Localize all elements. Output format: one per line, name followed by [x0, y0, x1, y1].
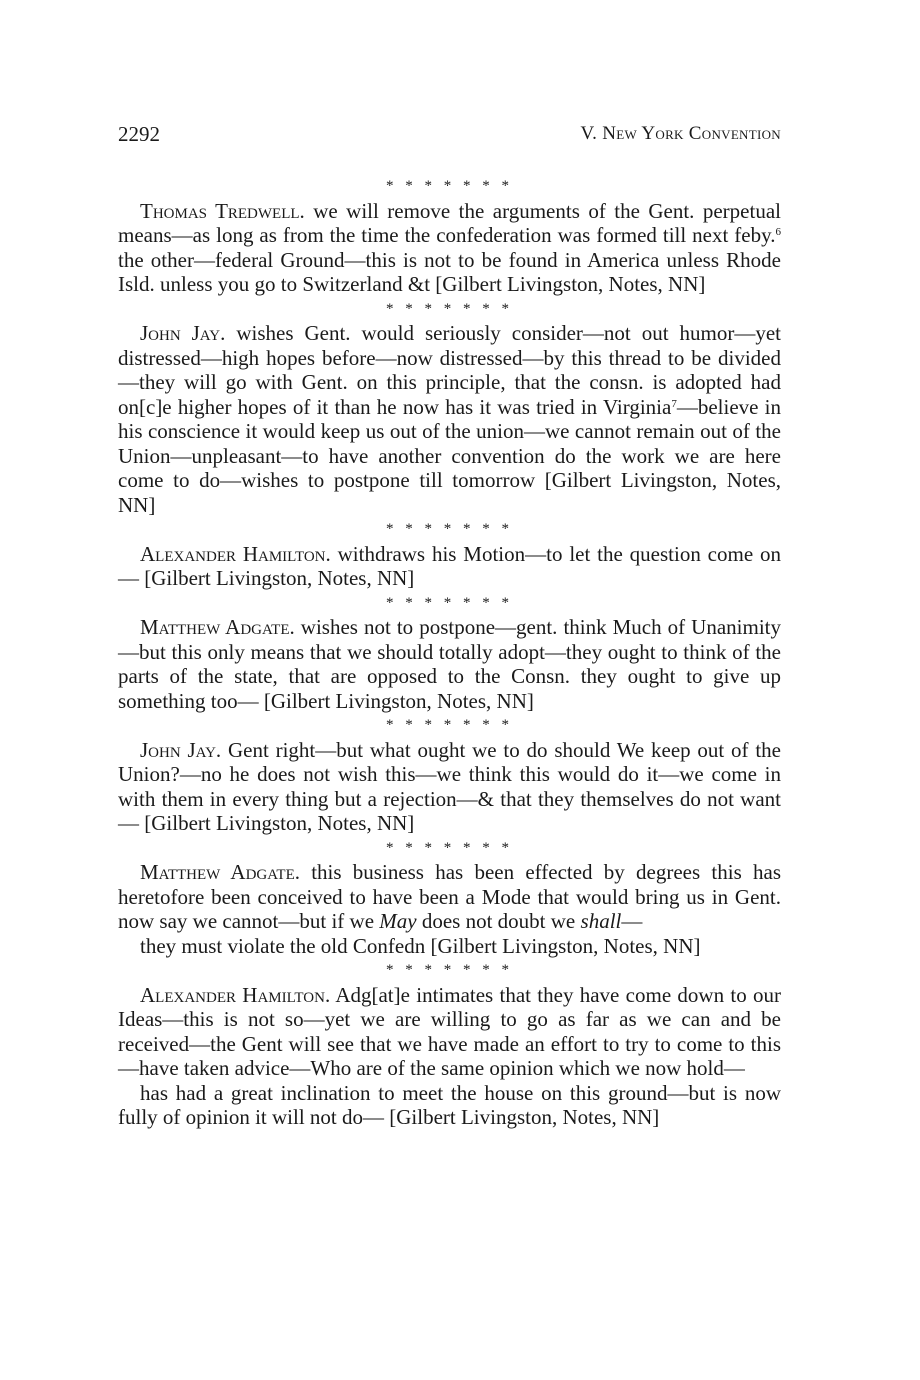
- speech-text: wishes not to postpone—gent. think Much of Unanimity—but this only means that we should totally adopt—they ought to think of the parts of the state, that are opposed to the Consn. they ought to give up something too— [Gilbert Livingston, Notes, NN]: [118, 615, 781, 713]
- italic-word: shall: [580, 909, 622, 933]
- speech-text: —believe in his conscience it would keep us out of the union—we cannot remain out of the Union—unpleasant—to have another convention do the work we are here come to do—wishes to postpone till tomorrow [Gilbert Livingston, Notes, NN]: [118, 394, 781, 517]
- footnote-ref: 6: [775, 226, 781, 238]
- section-separator: * * * * * * *: [386, 521, 513, 537]
- speech-continuation: they must violate the old Confedn [Gilbert Livingston, Notes, NN]: [140, 933, 701, 958]
- section-separator: * * * * * * *: [386, 839, 513, 856]
- section-separator: * * * * * * *: [386, 300, 513, 317]
- speaker-name: Alexander Hamilton.: [140, 541, 331, 566]
- speaker-name: Matthew Adgate.: [140, 860, 300, 884]
- speech-text: we will remove the arguments of the Gent. perpetual means—as long as from the time the confederation was formed till next feby.: [118, 198, 781, 247]
- speech-text: wishes Gent. would seriously consider—not out humor—yet distressed—high hopes before—now distressed—by this thread to be divided—they will go with Gent. on this principle, that the consn. is adopted had on[c]e higher hopes of it than he now has it was tried in Virginia: [118, 321, 781, 419]
- document-page: [118, 122, 781, 1130]
- italic-word: May: [379, 909, 417, 933]
- speech-text: the other—federal Ground—this is not to be found in America unless Rhode Isld. unless you go to Switzerland &t [Gilbert Livingston, Notes, NN]: [118, 247, 781, 296]
- speech-paragraph: [118, 860, 781, 934]
- running-head: V. New York Convention: [580, 123, 781, 144]
- speech-text: this business has been effected by degrees this has heretofore been conceived to have been a Mode that would bring us in Gent. now say we cannot—but if we: [118, 860, 781, 933]
- speech-text: does not doubt we: [416, 909, 581, 933]
- speech-continuation: has had a great inclination to meet the house on this ground—but is now fully of opinion it will not do— [Gilbert Livingston, Notes, NN]: [118, 1080, 781, 1129]
- page-number: 2292: [118, 122, 160, 146]
- speech-text: Gent right—but what ought we to do should We keep out of the Union?—no he does not wish this—we think this would do it—we come in with them in every thing but a rejection—& that they themselves do not want— [Gilbert Livingston, Notes, NN]: [118, 737, 781, 835]
- page-header: [118, 122, 781, 148]
- speaker-name: Matthew Adgate.: [140, 615, 295, 639]
- speaker-name: John Jay.: [140, 321, 226, 345]
- speech-text: Adg[at]e intimates that they have come down to our Ideas—this is not so—yet we are willing to go as far as we can and be received—the Gent will see that we have made an effort to try to come to this—have taken advice—Who are of the same opinion which we now hold—: [118, 982, 781, 1080]
- section-separator: * * * * * * *: [386, 594, 513, 611]
- speech-paragraph: [118, 615, 781, 713]
- speech-text: —: [621, 909, 643, 933]
- speech-text: withdraws his Motion—to let the question come on— [Gilbert Livingston, Notes, NN]: [118, 541, 781, 590]
- speaker-name: John Jay.: [140, 737, 222, 762]
- speech-paragraph: [118, 321, 781, 517]
- section-separator: * * * * * * *: [386, 962, 513, 978]
- speech-paragraph: [118, 738, 781, 836]
- speech-paragraph: [118, 542, 781, 591]
- speaker-name: Thomas Tredwell.: [140, 198, 305, 223]
- section-separator: * * * * * * *: [386, 178, 513, 194]
- footnote-ref: 7: [671, 397, 677, 410]
- section-separator: * * * * * * *: [386, 717, 513, 733]
- speech-paragraph: [118, 199, 781, 297]
- speaker-name: Alexander Hamilton.: [140, 982, 331, 1007]
- speech-paragraph: [118, 983, 781, 1081]
